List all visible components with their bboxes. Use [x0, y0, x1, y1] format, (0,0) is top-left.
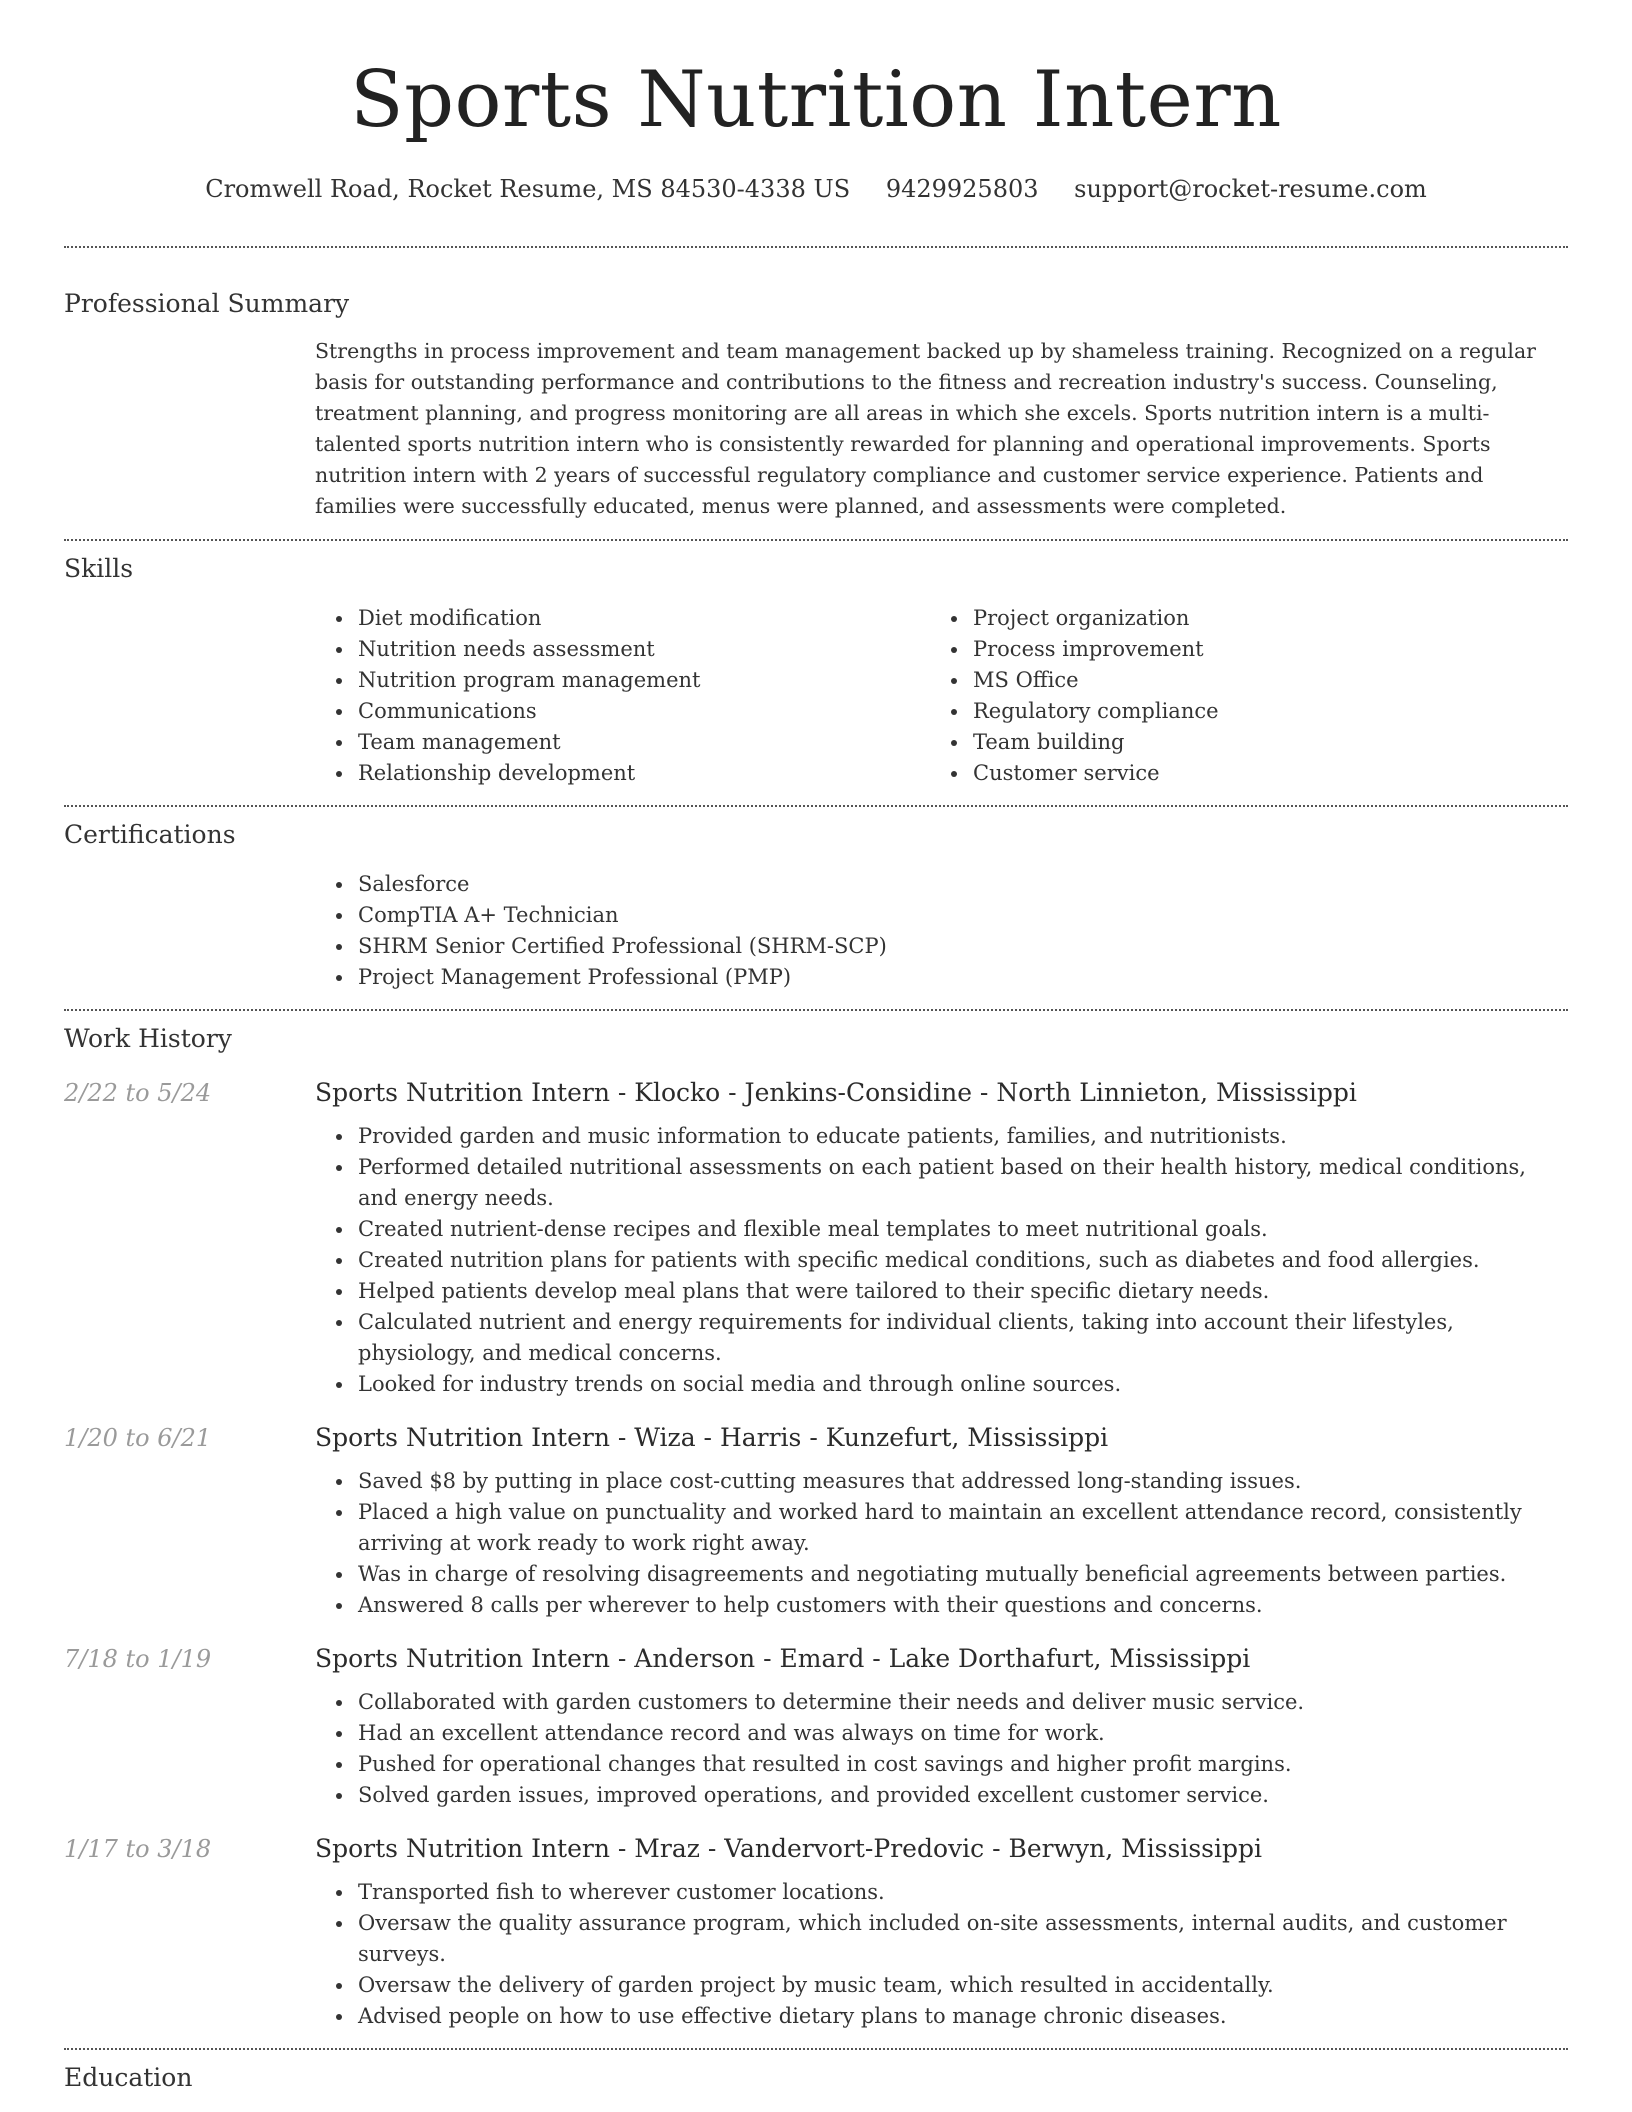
job-bullet: Provided garden and music information to educate patients, families, and nutritionists. — [358, 1121, 1568, 1152]
skill-item: Team management — [358, 727, 930, 758]
job-bullet: Placed a high value on punctuality and worked hard to maintain an excellent attendance record, consistently arriving at work ready to work right away. — [358, 1497, 1568, 1559]
job-bullet: Collaborated with garden customers to determine their needs and deliver music service. — [358, 1687, 1568, 1718]
certification-item: SHRM Senior Certified Professional (SHRM-SCP) — [358, 931, 1568, 962]
skill-item: Nutrition program management — [358, 665, 930, 696]
skill-item: Regulatory compliance — [973, 696, 1545, 727]
job-bullet: Was in charge of resolving disagreements and negotiating mutually beneficial agreements between parties. — [358, 1559, 1568, 1590]
job-bullet: Answered 8 calls per wherever to help customers with their questions and concerns. — [358, 1590, 1568, 1621]
certifications-list — [315, 869, 1568, 993]
skills-list — [315, 603, 1568, 789]
section-divider — [64, 539, 1568, 541]
skill-item: Process improvement — [973, 634, 1545, 665]
job-dates: 1/17 to 3/18 — [64, 1835, 212, 1863]
resume-header — [64, 0, 1568, 204]
candidate-name: Sports Nutrition Intern — [350, 55, 1282, 145]
job-bullet: Pushed for operational changes that resulted in cost savings and higher profit margins. — [358, 1749, 1568, 1780]
certification-item: Salesforce — [358, 869, 1568, 900]
job-title: Sports Nutrition Intern - Wiza - Harris - Kunzefurt, Mississippi — [315, 1423, 1109, 1452]
job-title: Sports Nutrition Intern - Mraz - Vandervort-Predovic - Berwyn, Mississippi — [315, 1834, 1262, 1863]
job-bullets — [315, 1466, 1568, 1621]
summary-text: Strengths in process improvement and team management backed up by shameless training. Recognized on a regular basis for outstanding performance and contributions to the fitness and recreation industry's success. Counseling, treatment planning, and progress monitoring are all areas in which she excels. Sports nutrition intern is a multi-talented sports nutrition intern who is consistently rewarded for planning and operational improvements. Sports nutrition intern with 2 years of successful regulatory compliance and customer service experience. Patients and families were successfully educated, menus were planned, and assessments were completed. — [315, 339, 1536, 518]
job-bullets — [315, 1877, 1568, 2032]
job-bullet: Solved garden issues, improved operations, and provided excellent customer service. — [358, 1780, 1568, 1811]
job-details — [315, 1077, 1568, 1400]
contact-email: support@rocket-resume.com — [1074, 175, 1427, 203]
skill-item: Communications — [358, 696, 930, 727]
job-title: Sports Nutrition Intern - Klocko - Jenkins-Considine - North Linnieton, Mississippi — [315, 1078, 1357, 1107]
certification-item: Project Management Professional (PMP) — [358, 962, 1568, 993]
work-history-list — [64, 1077, 1568, 2032]
skill-item: Customer service — [973, 758, 1545, 789]
job-bullet: Had an excellent attendance record and was always on time for work. — [358, 1718, 1568, 1749]
job-details — [315, 1422, 1568, 1621]
contact-phone: 9429925803 — [885, 175, 1039, 203]
job-details — [315, 1833, 1568, 2032]
job-bullet: Created nutrition plans for patients with specific medical conditions, such as diabetes and food allergies. — [358, 1245, 1568, 1276]
job-entry — [64, 1833, 1568, 2032]
summary-heading: Professional Summary — [64, 289, 350, 318]
job-bullets — [315, 1687, 1568, 1811]
section-divider — [64, 2048, 1568, 2050]
skills-heading: Skills — [64, 554, 134, 583]
skill-item: Diet modification — [358, 603, 930, 634]
job-bullet: Looked for industry trends on social media and through online sources. — [358, 1369, 1568, 1400]
skill-item: Nutrition needs assessment — [358, 634, 930, 665]
contact-address: Cromwell Road, Rocket Resume, MS 84530-4338 US — [205, 175, 851, 203]
certifications-heading: Certifications — [64, 820, 236, 849]
skill-item: MS Office — [973, 665, 1545, 696]
job-entry — [64, 1422, 1568, 1621]
job-bullet: Calculated nutrient and energy requirements for individual clients, taking into account their lifestyles, physiology, and medical concerns. — [358, 1307, 1568, 1369]
skill-item: Team building — [973, 727, 1545, 758]
skills-column-right — [930, 603, 1545, 789]
job-dates: 7/18 to 1/19 — [64, 1645, 212, 1673]
job-title: Sports Nutrition Intern - Anderson - Emard - Lake Dorthafurt, Mississippi — [315, 1644, 1251, 1673]
job-bullet: Oversaw the delivery of garden project by music team, which resulted in accidentally. — [358, 1970, 1568, 2001]
skill-item: Relationship development — [358, 758, 930, 789]
job-bullet: Oversaw the quality assurance program, which included on-site assessments, internal audits, and customer surveys. — [358, 1908, 1568, 1970]
job-dates: 1/20 to 6/21 — [64, 1424, 212, 1452]
job-bullet: Saved $8 by putting in place cost-cutting measures that addressed long-standing issues. — [358, 1466, 1568, 1497]
skills-column-left — [315, 603, 930, 789]
section-divider — [64, 805, 1568, 807]
contact-line — [64, 174, 1568, 204]
job-dates: 2/22 to 5/24 — [64, 1079, 212, 1107]
job-bullet: Advised people on how to use effective dietary plans to manage chronic diseases. — [358, 2001, 1568, 2032]
job-bullet: Helped patients develop meal plans that were tailored to their specific dietary needs. — [358, 1276, 1568, 1307]
section-divider — [64, 1009, 1568, 1011]
job-bullets — [315, 1121, 1568, 1400]
job-details — [315, 1643, 1568, 1811]
job-entry — [64, 1077, 1568, 1400]
job-bullet: Performed detailed nutritional assessments on each patient based on their health history, medical conditions, and energy needs. — [358, 1152, 1568, 1214]
job-bullet: Transported fish to wherever customer locations. — [358, 1877, 1568, 1908]
skill-item: Project organization — [973, 603, 1545, 634]
job-bullet: Created nutrient-dense recipes and flexible meal templates to meet nutritional goals. — [358, 1214, 1568, 1245]
education-heading: Education — [64, 2063, 193, 2092]
work-history-heading: Work History — [64, 1024, 232, 1053]
job-entry — [64, 1643, 1568, 1811]
certification-item: CompTIA A+ Technician — [358, 900, 1568, 931]
section-divider — [64, 246, 1568, 248]
